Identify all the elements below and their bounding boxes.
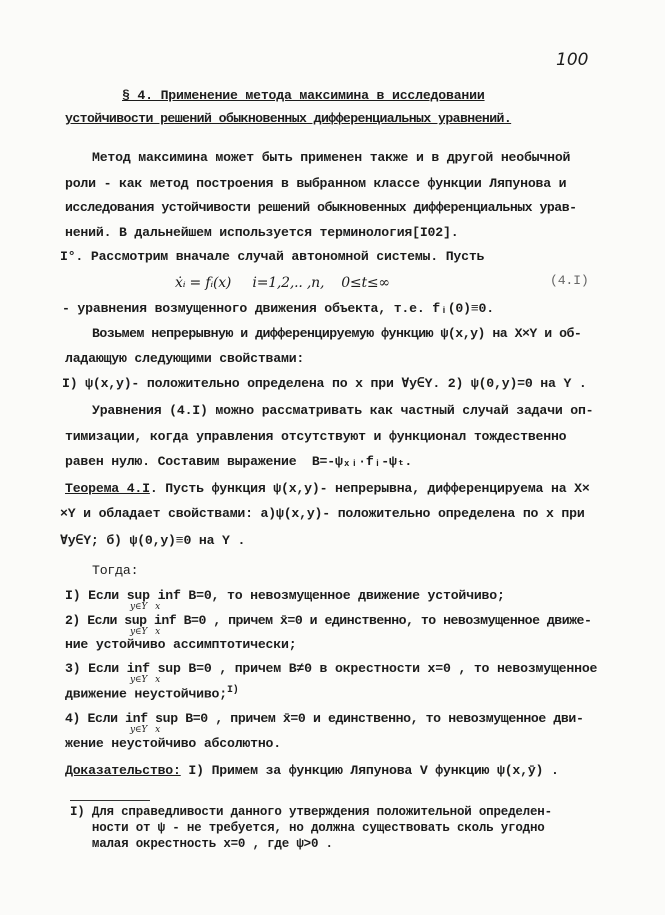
proof-line <box>65 763 559 778</box>
footnote-line: малая окрестность x=0 , где ψ>0 . <box>70 837 333 851</box>
page-number: 100 <box>556 50 589 70</box>
footnote-line: I) Для справедливости данного утверждения положительной определен- <box>70 805 552 819</box>
subscript: y∈Y x <box>130 675 160 685</box>
body-line: ладающую следующими свойствами: <box>65 351 305 366</box>
body-line: 2) Если sup inf B=0 , причем x̄=0 и единственно, то невозмущенное движе- <box>65 613 592 628</box>
body-line: ние устойчиво ассимптотически; <box>65 637 297 652</box>
subscript: y∈Y x <box>130 602 160 612</box>
body-line: Уравнения (4.I) можно рассматривать как частный случай задачи оп- <box>92 403 594 418</box>
theorem-label: Теорема 4.I <box>65 481 150 496</box>
body-line: Метод максимина может быть применен также и в другой необычной <box>92 150 571 165</box>
heading-line-1: § 4. Применение метода максимина в исследовании <box>122 88 485 103</box>
body-line: Возьмем непрерывную и дифференцируемую функцию ψ(x,y) на X×Y и об- <box>92 326 582 341</box>
body-line: I) ψ(x,y)- положительно определена по x при ∀y∈Y. 2) ψ(0,y)=0 на Y . <box>62 376 587 391</box>
footnote-line: ности от ψ - не требуется, но должна существовать сколь угодно <box>70 821 545 835</box>
theorem-line <box>65 481 590 496</box>
body-line <box>65 685 239 701</box>
body-line: I) Если sup inf B=0, то невозмущенное движение устойчиво; <box>65 588 505 603</box>
body-line: исследования устойчивости решений обыкновенных дифференциальных урав- <box>65 200 577 215</box>
body-line: роли - как метод построения в выбранном классе функции Ляпунова и <box>65 176 567 191</box>
body-line: ∀y∈Y; б) ψ(0,y)≡0 на Y . <box>60 533 246 548</box>
subscript: y∈Y x <box>130 725 160 735</box>
heading-line-2: устойчивости решений обыкновенных дифференциальных уравнений. <box>65 111 512 126</box>
body-line: - уравнения возмущенного движения объекта, т.е. fᵢ(0)≡0. <box>62 301 494 316</box>
footnote-rule <box>70 800 150 801</box>
equation-formula: ẋᵢ = fᵢ(x) i=1,2,.. ,n, 0≤t≤∞ <box>175 275 390 291</box>
body-line: Тогда: <box>92 563 139 578</box>
body-line: 4) Если inf sup B=0 , причем x̄=0 и единственно, то невозмущенное дви- <box>65 711 584 726</box>
body-line: жение неустойчиво абсолютно. <box>65 736 281 751</box>
proof-label: Доказательство: <box>65 763 181 778</box>
body-line: 3) Если inf sup B=0 , причем B≠0 в окрестности x=0 , то невозмущенное <box>65 661 598 676</box>
body-line: I°. Рассмотрим вначале случай автономной системы. Пусть <box>60 249 485 264</box>
body-line: равен нулю. Составим выражение B=-ψₓᵢ·fᵢ-ψₜ. <box>65 454 413 469</box>
footnote-ref: I) <box>227 685 239 696</box>
body-line: ×Y и обладает свойствами: а)ψ(x,y)- положительно определена по x при <box>60 506 585 521</box>
body-text: I) Примем за функцию Ляпунова V функцию ψ(x,ȳ) . <box>180 763 559 778</box>
body-line: тимизации, когда управления отсутствуют и функционал тождественно <box>65 429 567 444</box>
subscript: y∈Y x <box>130 627 160 637</box>
body-line: нений. В дальнейшем используется терминология[I02]. <box>65 225 459 240</box>
body-line: . Пусть функция ψ(x,y)- непрерывна, дифференцируема на X× <box>149 481 590 496</box>
equation-number: (4.I) <box>550 273 589 288</box>
body-text: движение неустойчиво; <box>65 686 227 702</box>
